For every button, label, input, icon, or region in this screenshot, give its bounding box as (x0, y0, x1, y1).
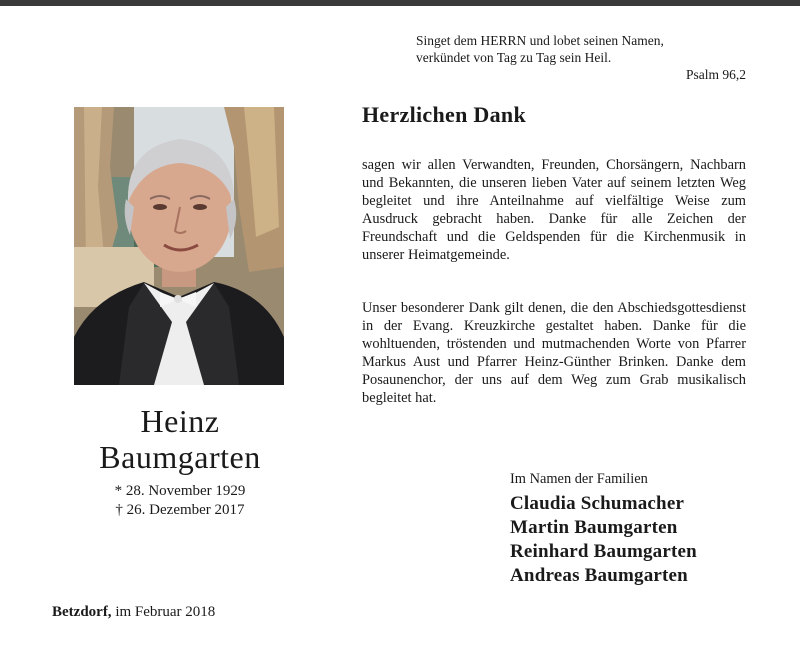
notice-paragraph-2: Unser besonderer Dank gilt denen, die den Abschiedsgottesdienst in der Evang. Kreuzkirche gestaltet haben. Danke für die wohltuenden, tröstenden und mutmachenden Worte von Pfarrer Markus Aust und Pfarrer Heinz-Günther Brinken. Danke dem Posaunenchor, der uns auf dem Weg zum Grab musikalisch begleitet hat. (362, 300, 746, 406)
family-member: Reinhard Baumgarten (510, 541, 697, 562)
notice-paragraph-1: sagen wir allen Verwandten, Freunden, Chorsängern, Nachbarn und Bekannten, die unseren lieben Vater auf seinem letzten Weg begleitet und ihre Anteilnahme auf vielfältige Weise zum Ausdruck gebracht haben. Danke für alle Zeichen der Freundschaft und die Geldspenden für die Kirchenmusik in unserer Heimatgemeinde. (362, 157, 746, 263)
family-member: Martin Baumgarten (510, 517, 678, 538)
place-name: Betzdorf, (52, 604, 112, 620)
family-member: Andreas Baumgarten (510, 565, 688, 586)
deceased-first-name: Heinz (140, 403, 220, 439)
family-intro: Im Namen der Familien (510, 471, 648, 487)
portrait-photo (74, 107, 284, 385)
psalm-line-1: Singet dem HERRN und lobet seinen Namen, (416, 33, 664, 48)
notice-date: im Februar 2018 (115, 604, 216, 620)
birth-date: * 28. November 1929 (114, 483, 246, 499)
psalm-reference: Psalm 96,2 (685, 67, 746, 82)
psalm-line-2: verkündet von Tag zu Tag sein Heil. (416, 50, 612, 65)
place-and-date (52, 604, 215, 621)
family-signatures (510, 492, 697, 588)
deceased-last-name: Baumgarten (99, 439, 261, 475)
death-date: † 26. Dezember 2017 (115, 502, 245, 518)
psalm-quote (416, 32, 746, 83)
family-member: Claudia Schumacher (510, 493, 685, 514)
notice-heading: Herzlichen Dank (362, 102, 526, 127)
life-dates (40, 482, 320, 520)
